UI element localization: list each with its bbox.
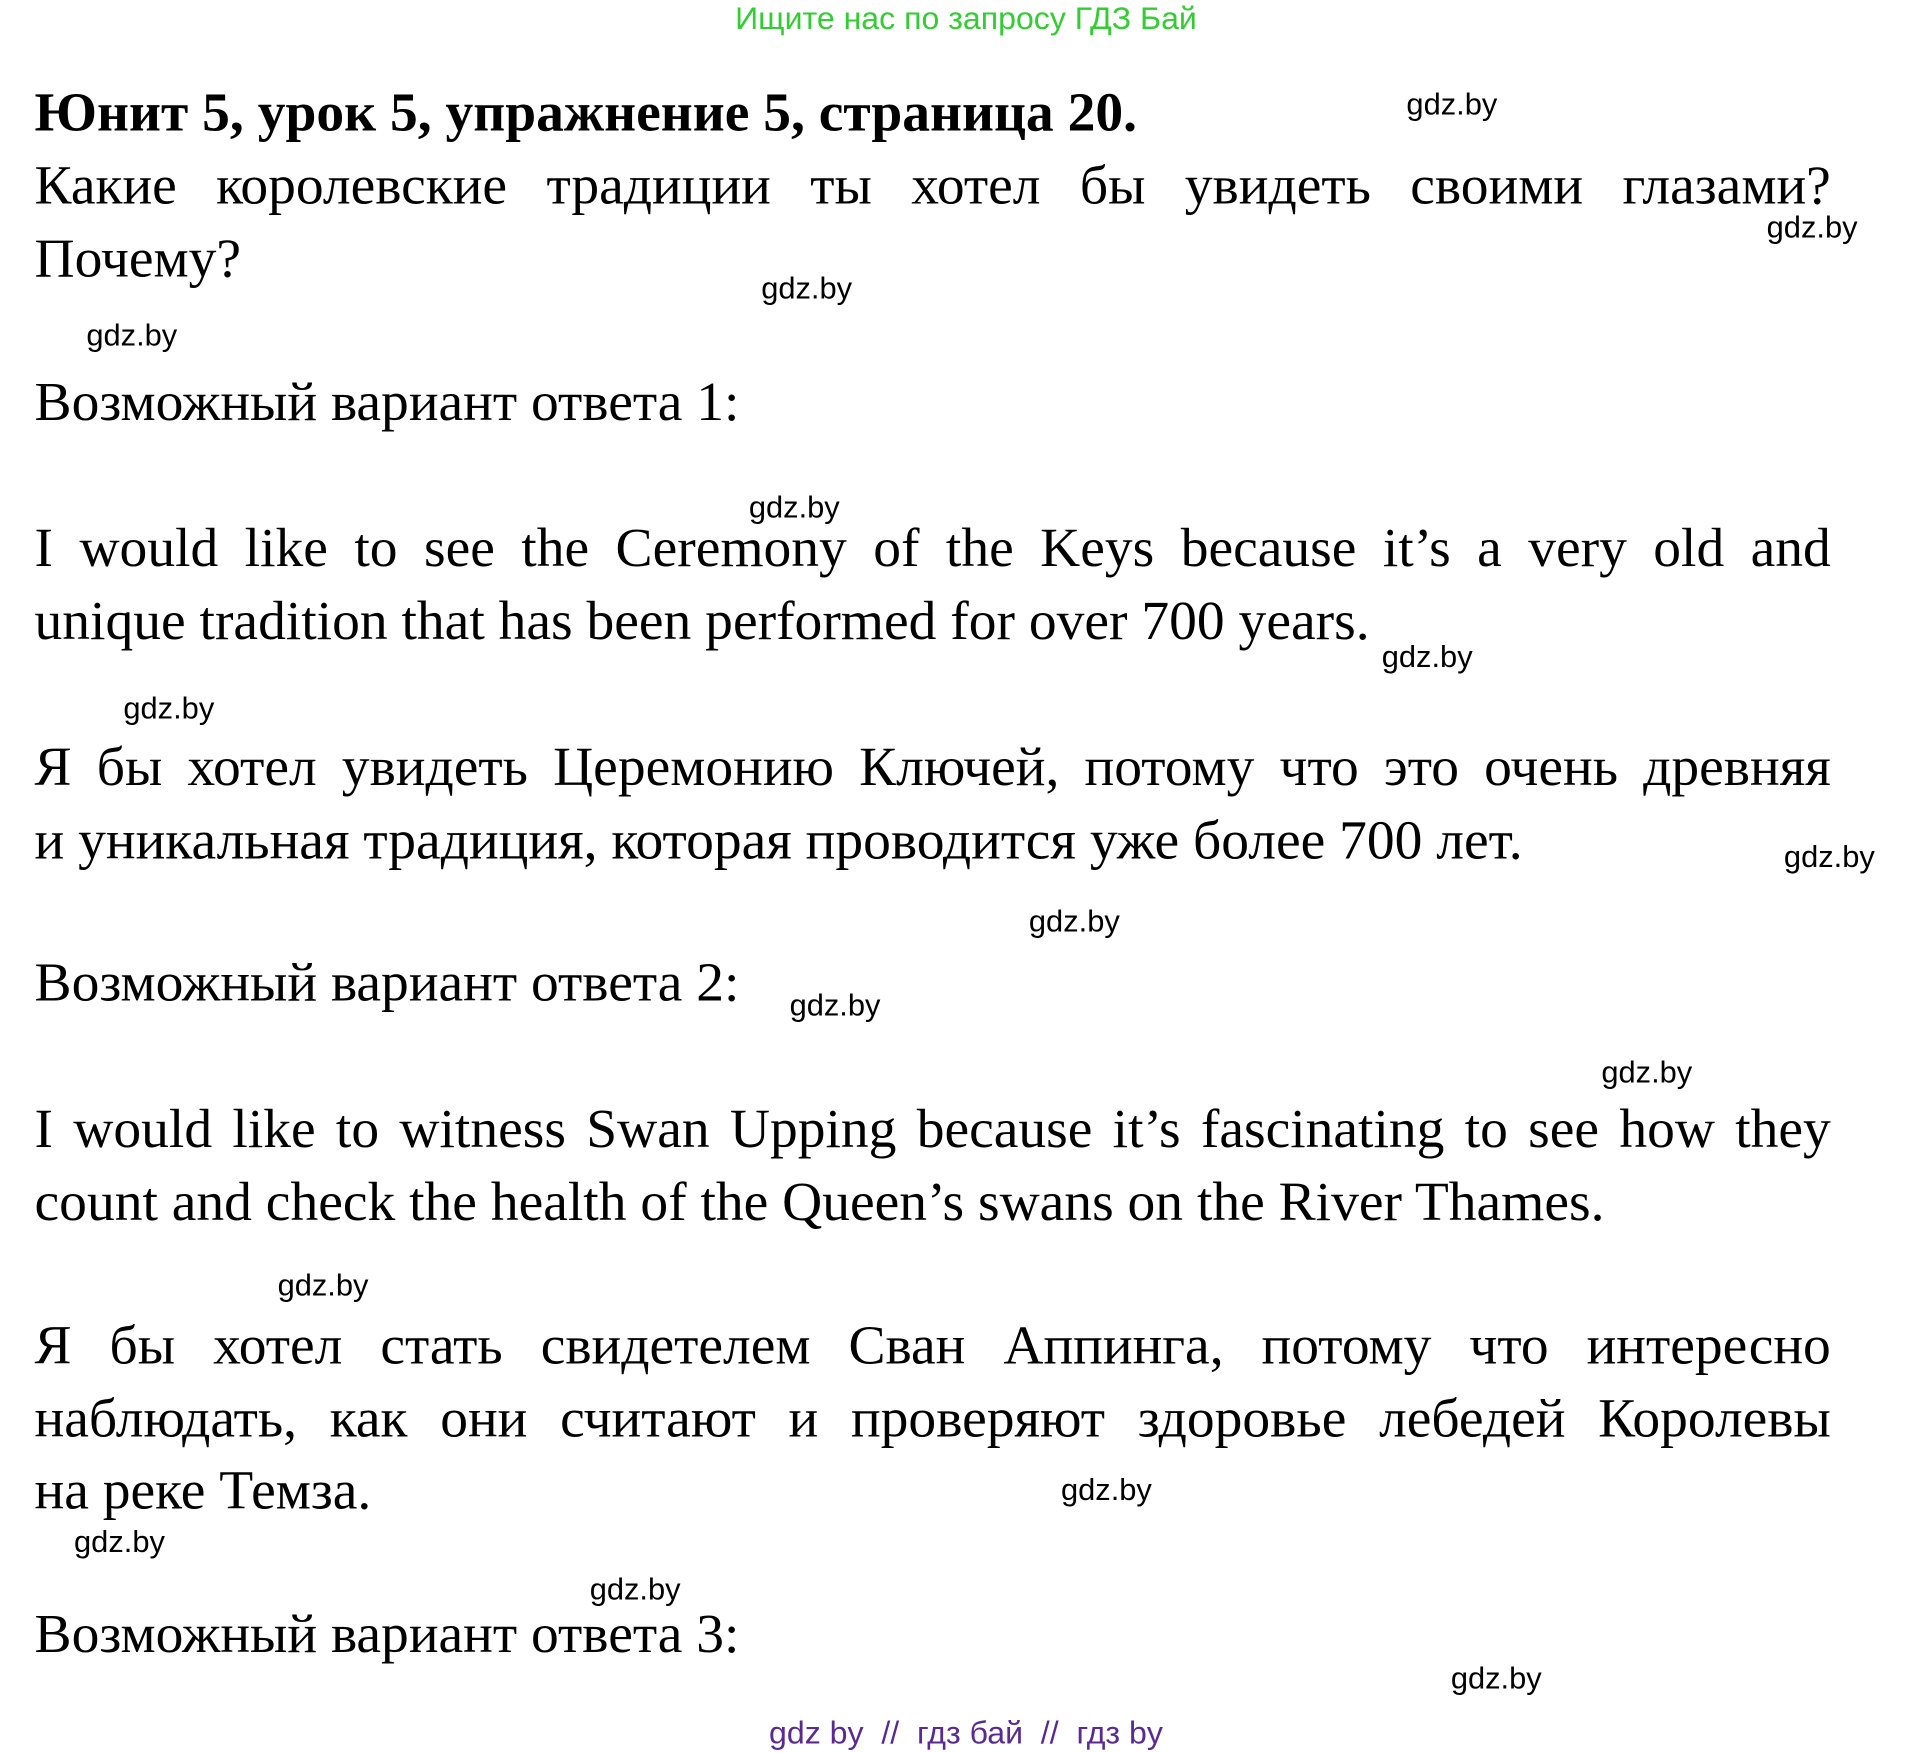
watermark: gdz.by bbox=[1028, 904, 1120, 939]
answer-label: Возможный вариант ответа 3: bbox=[34, 1603, 740, 1665]
watermark: gdz.by bbox=[1450, 1661, 1542, 1696]
answer-english-line: I would like to witness Swan Upping because it’s fascinating to see how they bbox=[34, 1098, 1831, 1159]
answer-russian-line: Я бы хотел стать свидетелем Сван Аппинга, потому что интересно bbox=[34, 1314, 1831, 1376]
answer-label: Возможный вариант ответа 2: bbox=[34, 952, 740, 1013]
watermark: gdz.by bbox=[748, 490, 840, 525]
answer-russian-line: на реке Темза. bbox=[34, 1459, 372, 1521]
footer-links[interactable]: gdz by // гдз бай // гдз by bbox=[769, 1714, 1163, 1751]
watermark: gdz.by bbox=[589, 1572, 681, 1607]
answer-russian-line: наблюдать, как они считают и проверяют здоровье лебедей Королевы bbox=[34, 1387, 1831, 1449]
watermark: gdz.by bbox=[1406, 87, 1498, 122]
watermark: gdz.by bbox=[123, 691, 215, 726]
answer-label: Возможный вариант ответа 1: bbox=[34, 371, 740, 433]
watermark: gdz.by bbox=[761, 271, 853, 306]
watermark: gdz.by bbox=[74, 1525, 165, 1560]
watermark: gdz.by bbox=[277, 1268, 369, 1303]
watermark: gdz.by bbox=[1060, 1473, 1152, 1508]
watermark: gdz.by bbox=[1766, 210, 1858, 245]
answer-english-line: count and check the health of the Queen’s swans on the River Thames. bbox=[34, 1171, 1605, 1233]
watermark: gdz.by bbox=[789, 988, 881, 1023]
answer-russian-line: и уникальная традиция, которая проводится уже более 700 лет. bbox=[34, 809, 1523, 871]
watermark: gdz.by bbox=[1381, 640, 1473, 675]
question-line: Почему? bbox=[34, 227, 242, 289]
answer-english-line: unique tradition that has been performed for over 700 years. bbox=[34, 590, 1370, 652]
watermark: gdz.by bbox=[86, 318, 178, 354]
header-banner: Ищите нас по запросу ГДЗ Бай bbox=[735, 0, 1197, 37]
answer-english-line: I would like to see the Ceremony of the Keys because it’s a very old and bbox=[34, 517, 1831, 579]
watermark: gdz.by bbox=[1601, 1055, 1693, 1090]
answer-russian-line: Я бы хотел увидеть Церемонию Ключей, потому что это очень древняя bbox=[34, 736, 1831, 798]
question-line: Какие королевские традиции ты хотел бы увидеть своими глазами? bbox=[34, 154, 1831, 216]
page-title: Юнит 5, урок 5, упражнение 5, страница 20. bbox=[34, 81, 1137, 143]
watermark: gdz.by bbox=[1783, 840, 1875, 875]
